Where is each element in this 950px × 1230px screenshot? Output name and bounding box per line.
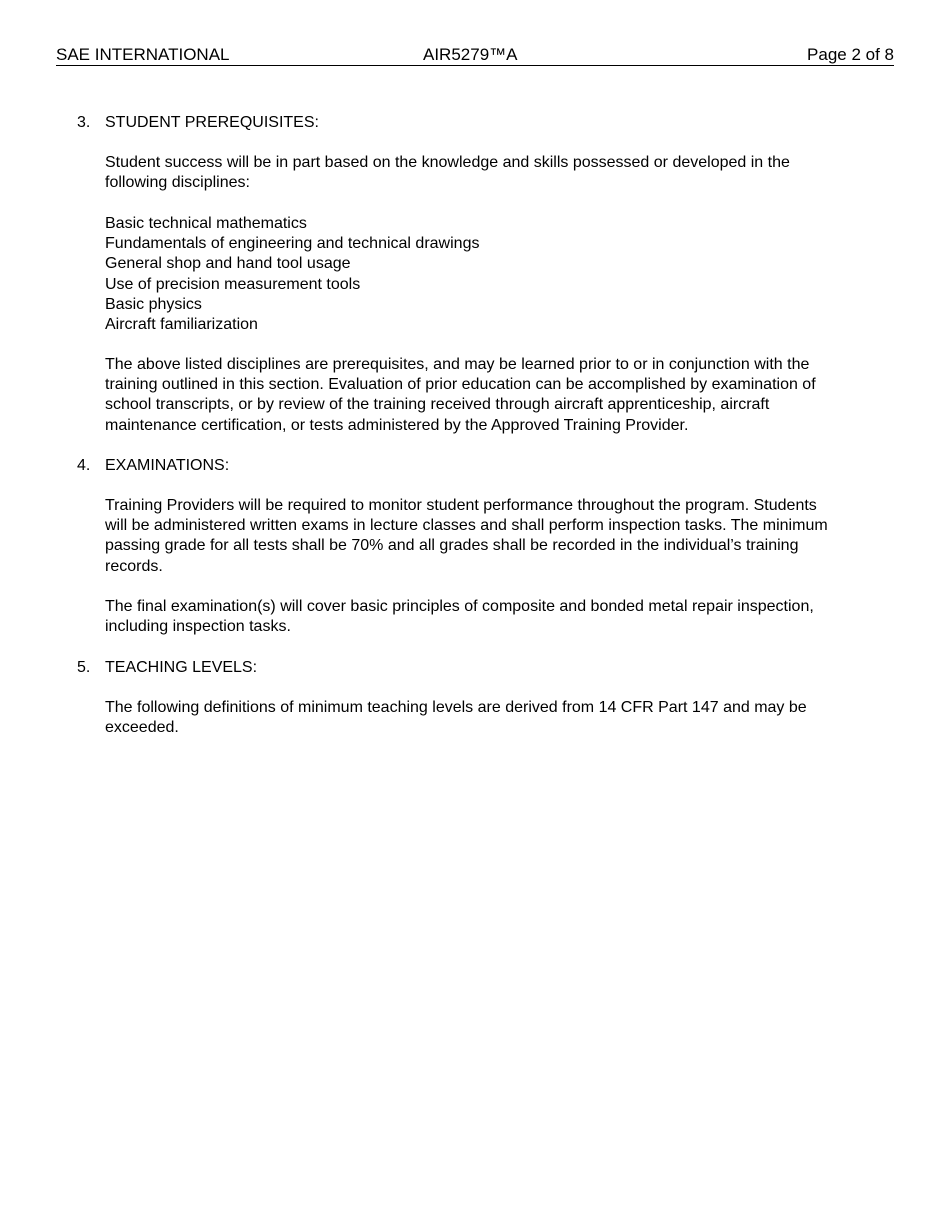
text-line: exceeded. [105,719,179,737]
section-title: TEACHING LEVELS: [105,659,258,676]
section-4-heading [77,456,229,476]
section-3-intro [105,153,880,193]
list-item: Aircraft familiarization [105,316,258,334]
discipline-list [105,214,880,335]
text-line: The final examination(s) will cover basic principles of composite and bonded metal repair inspection, [105,598,814,615]
section-5-paragraph-1 [105,698,880,738]
text-line: Student success will be in part based on the knowledge and skills possessed or developed in the [105,154,790,171]
section-number: 3. [77,114,91,131]
page-header [56,45,894,66]
header-org: SAE INTERNATIONAL [56,45,230,64]
text-line: The above listed disciplines are prerequisites, and may be learned prior to or in conjunction with the [105,356,810,373]
header-page-label: Page 2 of 8 [807,45,894,64]
list-item: Use of precision measurement tools [105,275,361,293]
list-item: Basic technical mathematics [105,215,307,232]
section-5-heading [77,658,257,678]
text-line: including inspection tasks. [105,618,291,636]
section-4-paragraph-2 [105,597,880,637]
section-title: STUDENT PREREQUISITES: [105,114,319,131]
text-line: training outlined in this section. Evaluation of prior education can be accomplished by examination of [105,376,816,394]
section-title: EXAMINATIONS: [105,457,230,474]
header-doc-number: AIR5279™A [423,45,518,64]
list-item: General shop and hand tool usage [105,255,351,273]
text-line: following disciplines: [105,174,250,192]
list-item: Fundamentals of engineering and technical drawings [105,235,480,253]
section-3-heading [77,113,319,133]
text-line: records. [105,557,163,575]
text-line: maintenance certification, or tests administered by the Approved Training Provider. [105,416,689,434]
text-line: will be administered written exams in lecture classes and shall perform inspection tasks. The minimum [105,517,828,535]
text-line: school transcripts, or by review of the training received through aircraft apprenticeship, aircraft [105,396,770,414]
text-line: Training Providers will be required to monitor student performance throughout the program. Students [105,497,817,514]
text-line: The following definitions of minimum teaching levels are derived from 14 CFR Part 147 and may be [105,699,807,716]
section-number: 4. [77,457,91,474]
section-3-closing [105,355,880,436]
list-item: Basic physics [105,295,202,313]
section-number: 5. [77,659,91,676]
section-4-paragraph-1 [105,496,880,577]
text-line: passing grade for all tests shall be 70% and all grades shall be recorded in the individual’s training [105,537,799,555]
